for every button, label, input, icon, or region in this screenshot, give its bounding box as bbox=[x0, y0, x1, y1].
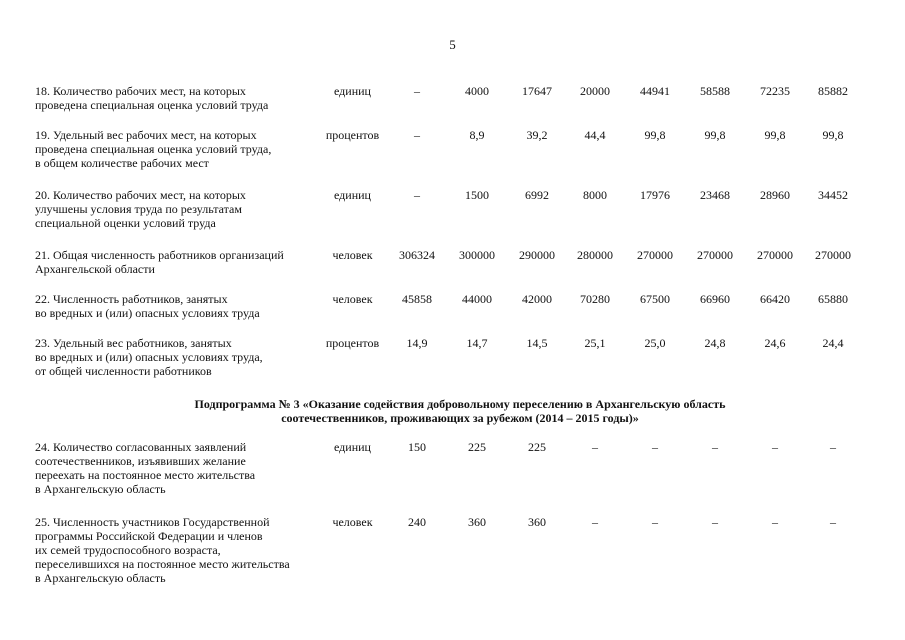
page-number: 5 bbox=[449, 37, 456, 52]
value-cell: 44941 bbox=[640, 84, 670, 98]
value-cell: 72235 bbox=[760, 84, 790, 98]
value-cell: 66420 bbox=[760, 292, 790, 306]
value-cell: 306324 bbox=[399, 248, 435, 262]
unit-cell: человек bbox=[332, 248, 373, 262]
value-cell: 23468 bbox=[700, 188, 730, 202]
value-cell: – bbox=[830, 440, 836, 454]
value-cell: 42000 bbox=[522, 292, 552, 306]
value-cell: – bbox=[592, 440, 598, 454]
value-cell: 360 bbox=[468, 515, 486, 529]
value-cell: 1500 bbox=[465, 188, 489, 202]
indicator-label: 24. Количество согласованных заявлений соотечественников, изъявивших желание переехать на постоянное место жительства в Архангельскую область bbox=[35, 440, 256, 496]
indicator-label: 23. Удельный вес работников, занятых во вредных и (или) опасных условиях труда, от общей численности работников bbox=[35, 336, 263, 378]
value-cell: 67500 bbox=[640, 292, 670, 306]
value-cell: 99,8 bbox=[644, 128, 666, 142]
value-cell: 28960 bbox=[760, 188, 790, 202]
indicator-label: 18. Количество рабочих мест, на которых проведена специальная оценка условий труда bbox=[35, 84, 269, 112]
value-cell: 25,1 bbox=[584, 336, 606, 350]
value-cell: – bbox=[592, 515, 598, 529]
value-cell: – bbox=[712, 440, 718, 454]
unit-cell: человек bbox=[332, 515, 373, 529]
value-cell: – bbox=[772, 515, 778, 529]
unit-cell: процентов bbox=[325, 128, 380, 142]
value-cell: 17976 bbox=[640, 188, 670, 202]
indicator-label: 21. Общая численность работников организаций Архангельской области bbox=[35, 248, 284, 276]
value-cell: 65880 bbox=[818, 292, 848, 306]
value-cell: 99,8 bbox=[704, 128, 726, 142]
value-cell: 39,2 bbox=[526, 128, 548, 142]
value-cell: 270000 bbox=[637, 248, 673, 262]
unit-cell: единиц bbox=[334, 84, 371, 98]
value-cell: – bbox=[414, 84, 420, 98]
indicator-label: 20. Количество рабочих мест, на которых улучшены условия труда по результатам специальной оценки условий труда bbox=[35, 188, 246, 230]
value-cell: 280000 bbox=[577, 248, 613, 262]
value-cell: 225 bbox=[468, 440, 486, 454]
value-cell: – bbox=[414, 188, 420, 202]
value-cell: 66960 bbox=[700, 292, 730, 306]
value-cell: 290000 bbox=[519, 248, 555, 262]
value-cell: 4000 bbox=[465, 84, 489, 98]
value-cell: 240 bbox=[408, 515, 426, 529]
unit-cell: единиц bbox=[334, 188, 371, 202]
value-cell: 44000 bbox=[462, 292, 492, 306]
value-cell: 44,4 bbox=[584, 128, 606, 142]
value-cell: 270000 bbox=[815, 248, 851, 262]
value-cell: 270000 bbox=[697, 248, 733, 262]
value-cell: – bbox=[414, 128, 420, 142]
value-cell: 8000 bbox=[583, 188, 607, 202]
value-cell: 58588 bbox=[700, 84, 730, 98]
value-cell: 99,8 bbox=[822, 128, 844, 142]
value-cell: 225 bbox=[528, 440, 546, 454]
value-cell: 45858 bbox=[402, 292, 432, 306]
value-cell: 20000 bbox=[580, 84, 610, 98]
value-cell: – bbox=[772, 440, 778, 454]
value-cell: 300000 bbox=[459, 248, 495, 262]
value-cell: – bbox=[712, 515, 718, 529]
value-cell: – bbox=[652, 515, 658, 529]
value-cell: 8,9 bbox=[469, 128, 485, 142]
value-cell: 34452 bbox=[818, 188, 848, 202]
value-cell: – bbox=[830, 515, 836, 529]
value-cell: 17647 bbox=[522, 84, 552, 98]
value-cell: 150 bbox=[408, 440, 426, 454]
value-cell: 14,5 bbox=[526, 336, 548, 350]
value-cell: 14,9 bbox=[406, 336, 428, 350]
section-title: Подпрограмма № 3 «Оказание содействия добровольному переселению в Архангельскую область соотечественников, проживающих за рубежом (2014 – 2015 годы)» bbox=[194, 397, 726, 425]
value-cell: – bbox=[652, 440, 658, 454]
value-cell: 85882 bbox=[818, 84, 848, 98]
value-cell: 270000 bbox=[757, 248, 793, 262]
value-cell: 24,4 bbox=[822, 336, 844, 350]
unit-cell: единиц bbox=[334, 440, 371, 454]
value-cell: 99,8 bbox=[764, 128, 786, 142]
value-cell: 360 bbox=[528, 515, 546, 529]
indicator-label: 22. Численность работников, занятых во вредных и (или) опасных условиях труда bbox=[35, 292, 260, 320]
indicator-label: 25. Численность участников Государственной программы Российской Федерации и членов их семей трудоспособного возраста, переселившихся на постоянное место жительства в Архангельскую область bbox=[35, 515, 290, 585]
value-cell: 24,6 bbox=[764, 336, 786, 350]
value-cell: 14,7 bbox=[466, 336, 488, 350]
unit-cell: процентов bbox=[325, 336, 380, 350]
value-cell: 6992 bbox=[525, 188, 549, 202]
indicator-label: 19. Удельный вес рабочих мест, на которых проведена специальная оценка условий труда, в общем количестве рабочих мест bbox=[35, 128, 272, 170]
value-cell: 70280 bbox=[580, 292, 610, 306]
value-cell: 24,8 bbox=[704, 336, 726, 350]
unit-cell: человек bbox=[332, 292, 373, 306]
value-cell: 25,0 bbox=[644, 336, 666, 350]
